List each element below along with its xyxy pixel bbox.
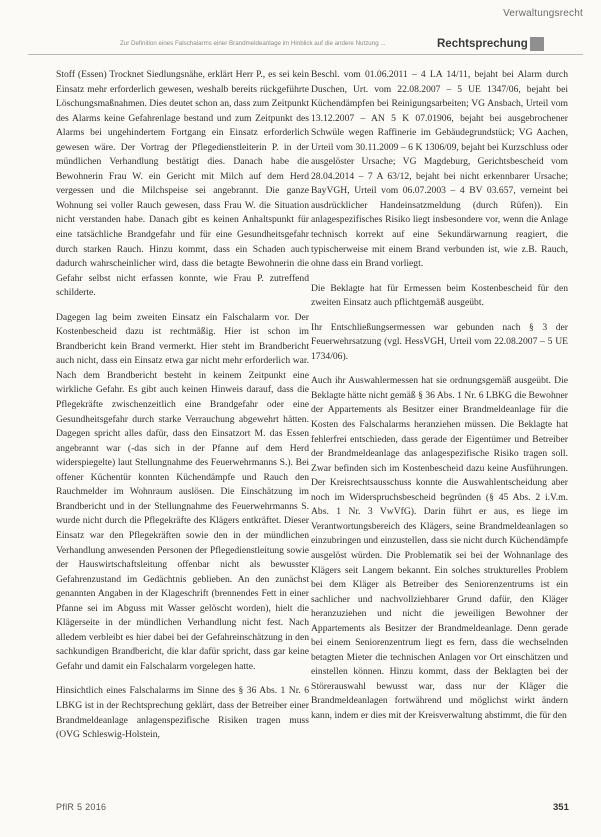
running-header-subtitle: Zur Definition eines Falschalarms einer Brandmeldeanlage im Hinblick auf die andere Nutzung ... bbox=[120, 40, 386, 47]
section-label: Verwaltungsrecht bbox=[503, 8, 583, 19]
paragraph: Die Beklagte hat für Ermessen beim Kostenbescheid für den zweiten Einsatz auch pflichtgemäß ausgeübt. bbox=[311, 282, 568, 309]
left-column bbox=[56, 68, 309, 743]
footer-issue: PflR 5 2016 bbox=[56, 802, 107, 812]
rubric-marker bbox=[530, 37, 544, 51]
paragraph: Stoff (Essen) Trocknet Siedlungsnähe, erklärt Herr P., es sei kein Einsatz mehr erforderlich gewesen, weshalb bereits rückgeführte Löschungsmaßnahmen. Dies deutet schon an, dass zum Zeitpunkt des Alarms keine Gefahrenlage bestand und zum Zeitpunkt des Alarms bei ungehindertem Fortgang ein Einsatz erforderlich gewesen wäre. Der Vortrag der Pflegedienstleiterin P. in der mündlichen Verhandlung bestätigt dies. Danach habe die Bewohnerin Frau W. ein Gericht mit Milch auf dem Herd vergessen und die Milchspeise sei angebrannt. Die ganze Wohnung sei voller Rauch gewesen, dass Frau W. die Situation nicht verstanden habe. Danach gibt es keinen Anhaltspunkt für eine tatsächliche Brandgefahr und für eine Gesundheitsgefahr durch starken Rauch. Hinzu kommt, dass ein Schaden auch dadurch wahrscheinlicher wird, dass die betagte Bewohnerin die Gefahr selbst nicht erfassen konnte, wie Frau P. zutreffend schilderte. bbox=[56, 69, 309, 299]
page-number: 351 bbox=[553, 802, 569, 813]
paragraph: Auch ihr Auswahlermessen hat sie ordnungsgemäß ausgeübt. Die Beklagte hätte nicht gemäß § 36 Abs. 1 Nr. 6 LBKG die Bewohner der Appartements als Besitzer einer Brandmeldeanlage für die Kosten des Falschalarms heranziehen müssen. Die Beklagte hat fehlerfrei entschieden, dass gerade der Eigentümer und Betreiber der Brandmeldeanlage das anlagespezifische Risiko tragen soll. Zwar befinden sich im Kostenbescheid dazu keine Ausführungen. Der Kreisrechtsausschuss konnte die Auswahlentscheidung aber noch im Widerspruchsbescheid begründen (§ 45 Abs. 2 i.V.m. Abs. 1 Nr. 3 VwVfG). Darin führt er aus, es liege im Verantwortungsbereich des Klägers, seine Brandmeldeanlagen so einzubringen und einzustellen, dass sie nicht durch Küchendämpfe ausgelöst würden. Die Problematik sei bei der Wohnanlage des Klägers seit Langem bekannt. Ein solches strukturelles Problem bei dem Kläger als Betreiber des Seniorenzentrums ist ein sachlicher und nachvollziehbarer Grund dafür, den Kläger heranzuziehen und nicht die jeweiligen Bewohner der Appartements als Besitzer der Brandmeldeanlage. Denn gerade bei einem Seniorenzentrum liegt es fern, dass die wechselnden betagten Mieter die technischen Anlagen vor Ort einschätzen und einstellen können. Hinzu kommt, dass der Beklagten bei der Störerauswahl bewusst war, dass nur der Kläger die Brandmeldeanlagen fortwährend und möglichst wirkt ändern kann, indem er dies mit der Kreisverwaltung abstimmt, die für den bbox=[311, 375, 568, 721]
paragraph: Beschl. vom 01.06.2011 – 4 LA 14/11, bejaht bei Alarm durch Duschen, Urt. vom 22.08.2007 – 5 UE 1347/06, bejaht bei Küchendämpfen bei Reinigungsarbeiten; VG Ansbach, Urteil vom 13.12.2007 – AN 5 K 07.01906, bejaht bei ausgebrochener Schwüle wegen Raffinerie im Gebäudegrundstück; VG Aachen, Urteil vom 30.11.2009 – 6 K 1306/09, bejaht bei Kurzschluss oder ausgelöster Ursache; VG Magdeburg, Gerichtsbescheid vom 28.04.2014 – 7 A 63/12, bejaht bei nicht erkennbarer Ursache; BayVGH, Urteil vom 06.07.2003 – 4 BV 03.657, verneint bei ausdrücklicher Handeinsatzmeldung (durch Rüfen)). Ein anlagespezifisches Risiko liegt insbesondere vor, wenn die Anlage technisch korrekt auf eine Sekundärwarnung reagiert, die typischerweise mit einem Brand verbunden ist, wie z.B. Rauch, ohne dass ein Brand vorliegt. bbox=[311, 69, 568, 270]
header-rule bbox=[28, 54, 583, 55]
paragraph: Ihr Entschließungsermessen war gebunden nach § 3 der Feuerwehrsatzung (vgl. HessVGH, Urteil vom 22.08.2007 – 5 UE 1734/06). bbox=[311, 321, 568, 362]
paragraph: Hinsichtlich eines Falschalarms im Sinne des § 36 Abs. 1 Nr. 6 LBKG ist in der Rechtsprechung geklärt, dass der Betreiber einer Brandmeldeanlage anlagenspezifische Risiken tragen muss (OVG Schleswig-Holstein, bbox=[56, 685, 309, 741]
rubric-title: Rechtsprechung bbox=[437, 38, 528, 50]
paragraph: Dagegen lag beim zweiten Einsatz ein Falschalarm vor. Der Kostenbescheid dazu ist rechtmäßig. Hier ist schon im Brandbericht kein Brand vermerkt. Hier steht im Brandbericht auch nicht, dass ein Einsatz etwa gar nicht mehr erforderlich war. Nach dem Brandbericht besteht in keinem Zeitpunkt eine wirkliche Gefahr. Es gibt auch keinen Hinweis darauf, dass die Pflegekräfte zwischenzeitlich eine Brandgefahr oder eine Gesundheitsgefahr durch starke Verrauchung abgewehrt hätten. Dagegen spricht alles dafür, dass den Einsatzort M. das Essen angebrannt war (-das sich in der Pfanne auf dem Herd widerspiegelte) laut Stellungnahme des Feuerwehrmanns S.). Bei offener Küchentür konnten Küchendämpfe und Rauch den Rauchmelder im Wohnraum auslösen. Die Einschätzung im Brandbericht und in der Stellungnahme des Feuerwehrmanns S. wurde nicht durch die Pflegekräfte des Klägers entkräftet. Dieser Einsatz war den Pflegekräften sowie den in der mündlichen Verhandlung anwesenden Personen der Pflegedienstleitung sowie der Hauswirtschaftsleitung offenbar nicht als bewusster Gefahrenzustand im Gedächtnis geblieben. An den zunächst genannten Angaben in der Klageschrift (brennendes Fett in einer Pfanne sei im Abguss mit Wasser gelöscht worden), hielt die Klägerseite in der mündlichen Verhandlung nicht fest. Nach alledem verbleibt es hier dabei bei der Gefahreinschätzung in den sachkundigen Brandbericht, die klar dafür spricht, dass gar keine Gefahr und damit ein Falschalarm vorgelegen hatte. bbox=[56, 311, 309, 672]
right-column bbox=[311, 68, 568, 724]
